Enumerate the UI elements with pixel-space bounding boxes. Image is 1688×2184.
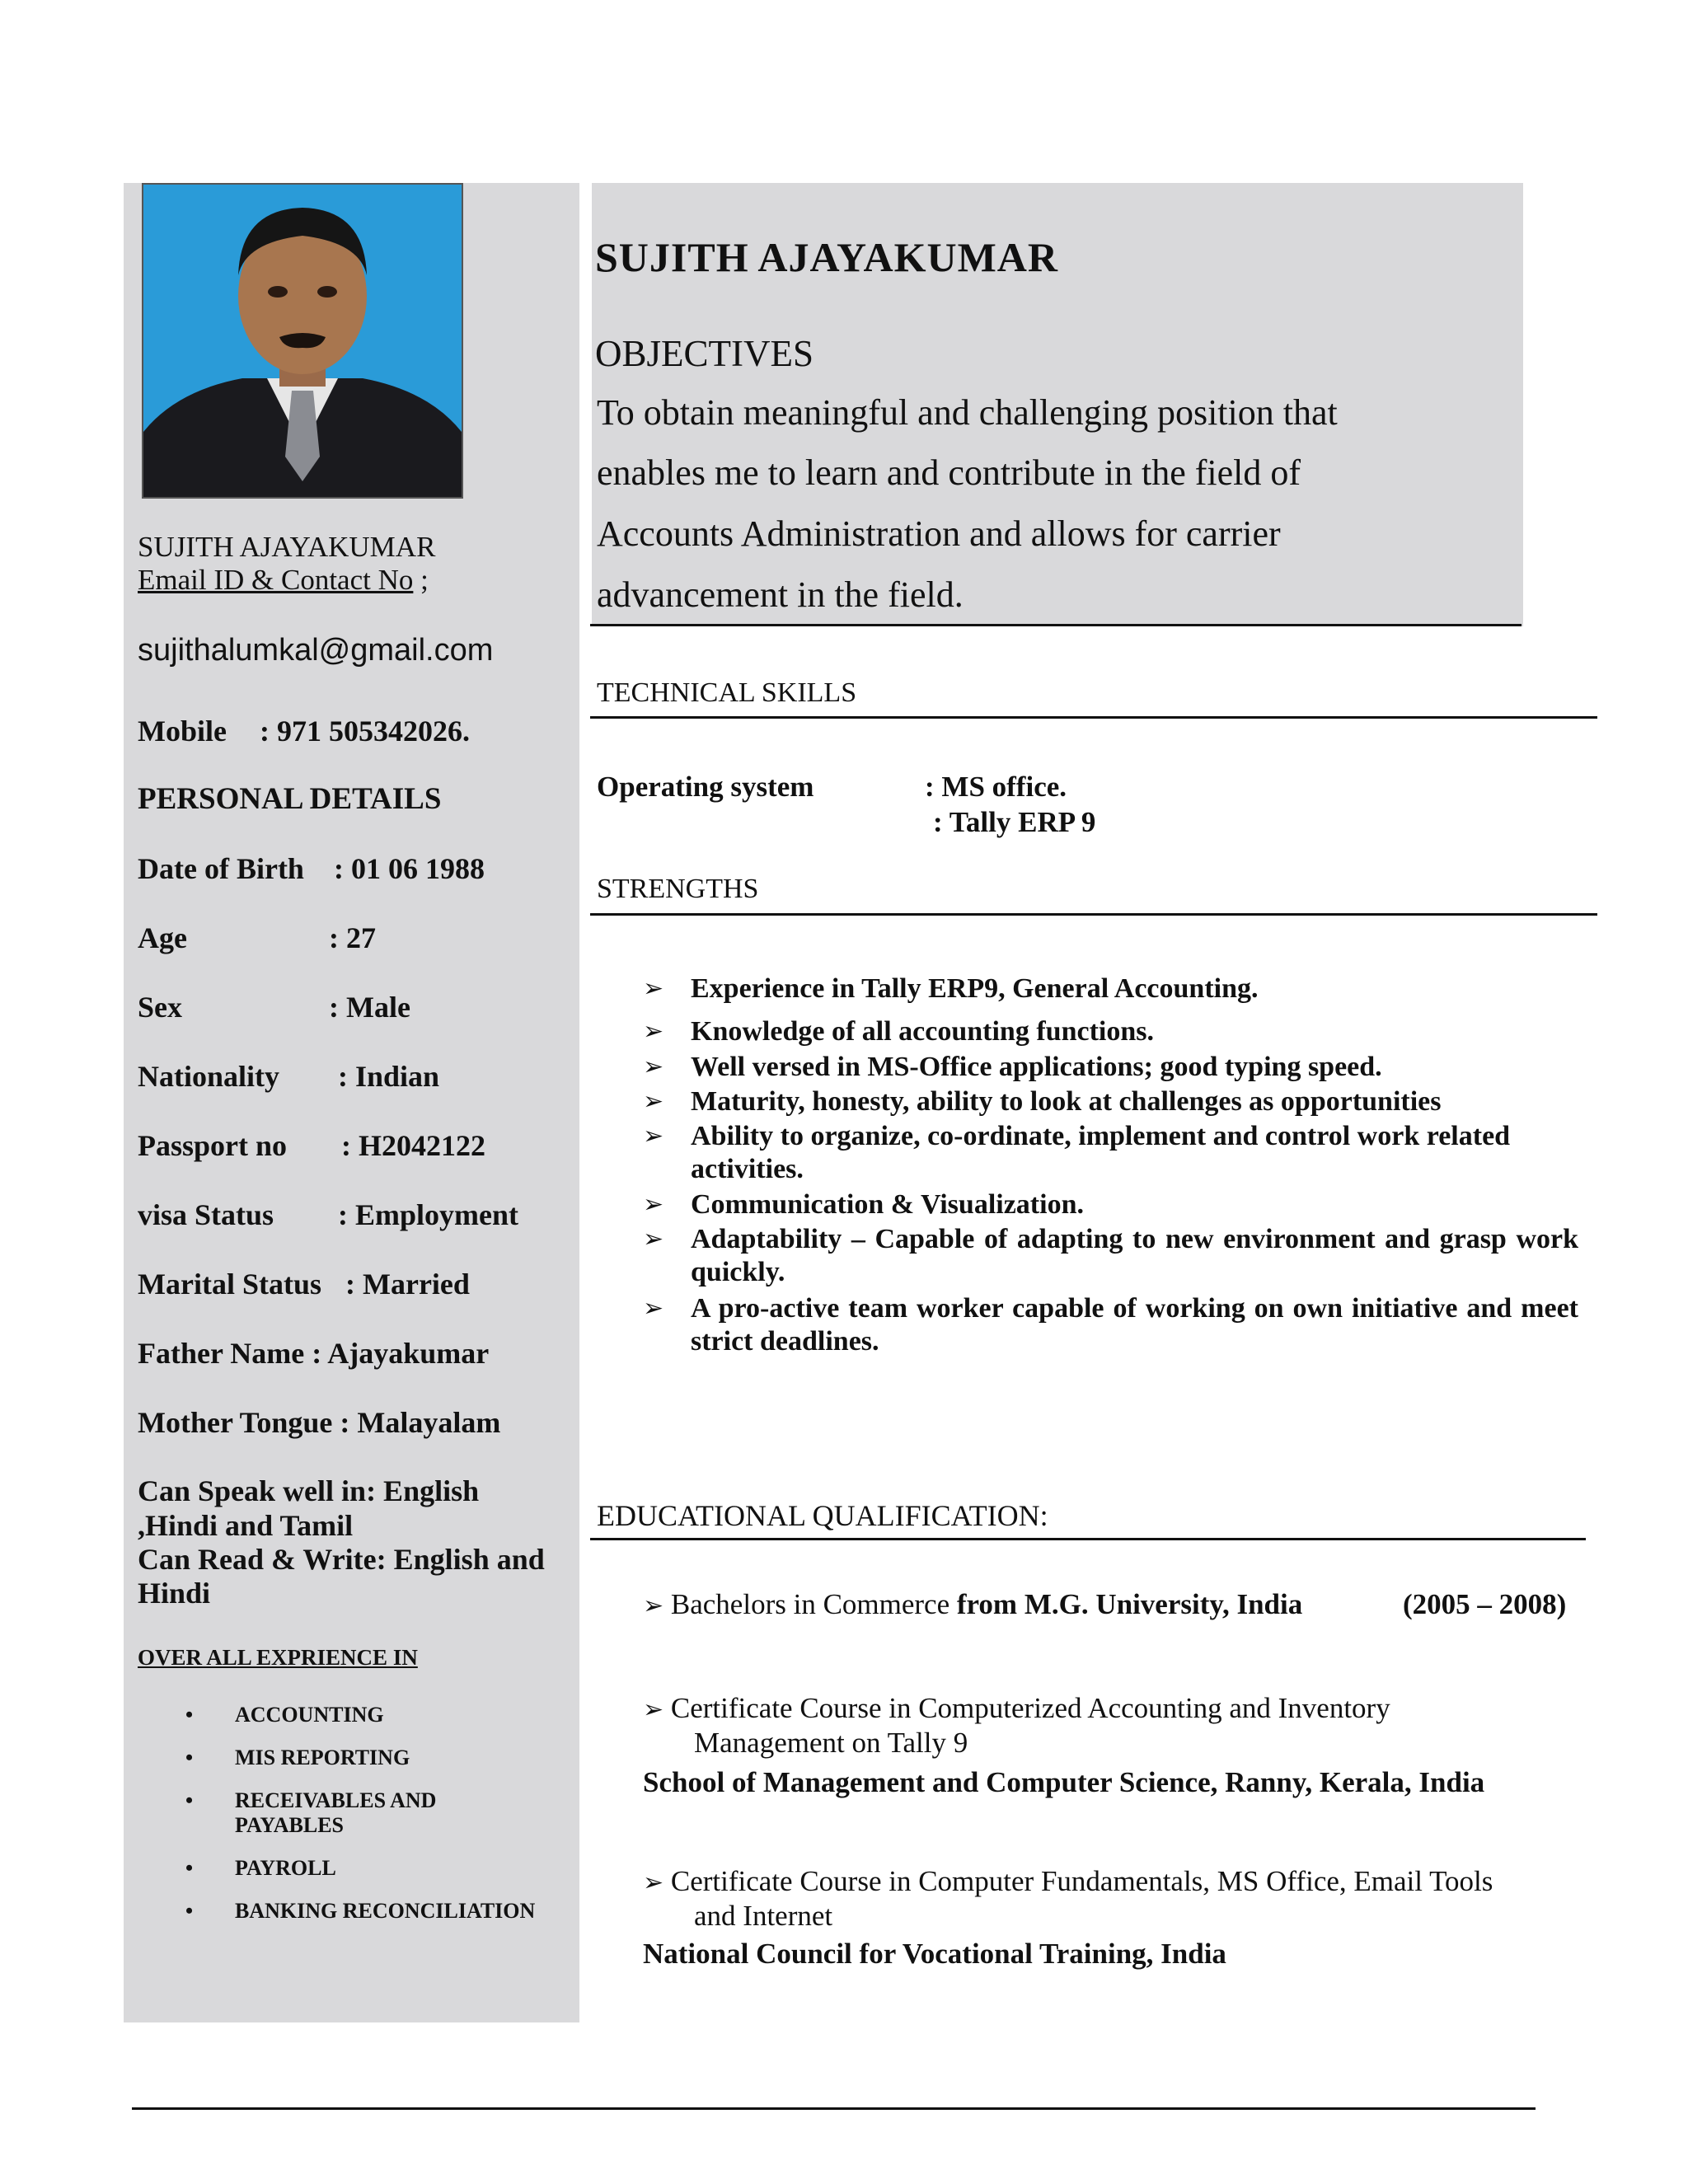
arrow-bullet-icon: ➢ <box>643 1017 664 1046</box>
detail-value: : Married <box>345 1268 470 1301</box>
education-heading: EDUCATIONAL QUALIFICATION: <box>597 1499 1048 1532</box>
objective-line: enables me to learn and contribute in the field of <box>597 452 1301 493</box>
sidebar-name: SUJITH AJAYAKUMAR <box>138 531 436 563</box>
strength-item: ➢ A pro-active team worker capable of working on own initiative and meet strict deadlines. <box>643 1293 1578 1357</box>
strengths-heading: STRENGTHS <box>597 874 759 904</box>
tech-value: : Tally ERP 9 <box>933 806 1096 838</box>
arrow-bullet-icon: ➢ <box>643 1225 664 1254</box>
detail-value: : 01 06 1988 <box>334 852 485 885</box>
arrow-bullet-icon: ➢ <box>643 1122 664 1151</box>
strengths-divider <box>590 913 1597 916</box>
experience-item: • RECEIVABLES AND PAYABLES <box>185 1788 437 1837</box>
experience-item: • BANKING RECONCILIATION <box>185 1899 536 1923</box>
detail-label: Marital Status <box>138 1268 321 1301</box>
profile-photo <box>142 183 463 499</box>
experience-item: • MIS REPORTING <box>185 1746 410 1769</box>
objective-line: Accounts Administration and allows for carrier <box>597 513 1281 554</box>
education-years: (2005 – 2008) <box>1403 1588 1567 1620</box>
detail-value: : Male <box>329 991 410 1024</box>
education-divider <box>590 1538 1586 1540</box>
arrow-bullet-icon: ➢ <box>643 1294 664 1323</box>
detail-label: Sex <box>138 991 182 1024</box>
strength-item: ➢ Maturity, honesty, ability to look at challenges as opportunities <box>643 1086 1442 1117</box>
education-item-cont: Management on Tally 9 <box>694 1727 968 1759</box>
overall-experience-heading: OVER ALL EXPRIENCE IN <box>138 1645 418 1670</box>
technical-divider <box>590 716 1597 719</box>
objectives-heading: OBJECTIVES <box>595 333 814 374</box>
detail-value: : Indian <box>338 1060 440 1093</box>
personal-details-heading: PERSONAL DETAILS <box>138 782 442 816</box>
experience-item: • ACCOUNTING <box>185 1703 384 1727</box>
detail-value: : Employment <box>338 1198 518 1231</box>
read-line: Hindi <box>138 1577 211 1610</box>
arrow-bullet-icon: ➢ <box>643 1591 664 1620</box>
footer-divider <box>132 2107 1536 2110</box>
contact-label-suffix: ; <box>413 564 429 596</box>
strength-item: ➢ Ability to organize, co-ordinate, implement and control work related activities. <box>643 1121 1511 1184</box>
detail-value: : H2042122 <box>341 1129 485 1162</box>
strength-item: ➢ Knowledge of all accounting functions. <box>643 1016 1154 1047</box>
tech-value: : MS office. <box>925 771 1067 803</box>
strength-item: ➢ Well versed in MS-Office applications; good typing speed. <box>643 1052 1382 1082</box>
strength-item: ➢ Adaptability – Capable of adapting to new environment and grasp work quickly. <box>643 1224 1578 1287</box>
detail-label: visa Status <box>138 1198 274 1231</box>
education-institution: National Council for Vocational Training, India <box>643 1938 1226 1970</box>
speak-line: ,Hindi and Tamil <box>138 1509 354 1542</box>
email-text: sujithalumkal@gmail.com <box>138 633 494 668</box>
education-item-cont: and Internet <box>694 1900 833 1932</box>
mobile-label: Mobile <box>138 715 227 748</box>
experience-item: • PAYROLL <box>185 1856 336 1880</box>
detail-label: Passport no <box>138 1129 288 1162</box>
mother-tongue: Mother Tongue : Malayalam <box>138 1406 501 1439</box>
page-title: SUJITH AJAYAKUMAR <box>595 234 1059 280</box>
detail-value: : 27 <box>329 921 376 954</box>
arrow-bullet-icon: ➢ <box>643 1868 664 1897</box>
detail-label: Nationality <box>138 1060 280 1093</box>
education-item: ➢ Bachelors in Commerce from M.G. University, India <box>643 1588 1303 1620</box>
objectives-divider <box>590 624 1522 626</box>
speak-line: Can Speak well in: English <box>138 1474 480 1507</box>
tech-label: Operating system <box>597 771 814 803</box>
arrow-bullet-icon: ➢ <box>643 974 664 1003</box>
arrow-bullet-icon: ➢ <box>643 1087 664 1116</box>
objective-line: To obtain meaningful and challenging position that <box>597 392 1338 433</box>
education-item: ➢ Certificate Course in Computerized Accounting and Inventory <box>643 1692 1390 1724</box>
contact-label-text: Email ID & Contact No <box>138 564 414 596</box>
contact-label <box>138 563 429 598</box>
arrow-bullet-icon: ➢ <box>643 1052 664 1081</box>
education-institution: School of Management and Computer Science, Ranny, Kerala, India <box>643 1766 1485 1798</box>
detail-label: Date of Birth <box>138 852 304 885</box>
father-name: Father Name : Ajayakumar <box>138 1337 490 1370</box>
strength-item: ➢ Communication & Visualization. <box>643 1189 1084 1220</box>
person-portrait-icon <box>143 185 462 497</box>
objective-line: advancement in the field. <box>597 574 964 615</box>
technical-skills-heading: TECHNICAL SKILLS <box>597 677 857 708</box>
mobile-value: : 971 505342026. <box>260 715 470 748</box>
education-item: ➢ Certificate Course in Computer Fundamentals, MS Office, Email Tools <box>643 1865 1493 1897</box>
arrow-bullet-icon: ➢ <box>643 1695 664 1724</box>
arrow-bullet-icon: ➢ <box>643 1190 664 1219</box>
strength-item: ➢ Experience in Tally ERP9, General Accounting. <box>643 973 1259 1004</box>
read-line: Can Read & Write: English and <box>138 1543 545 1576</box>
detail-label: Age <box>138 921 187 954</box>
